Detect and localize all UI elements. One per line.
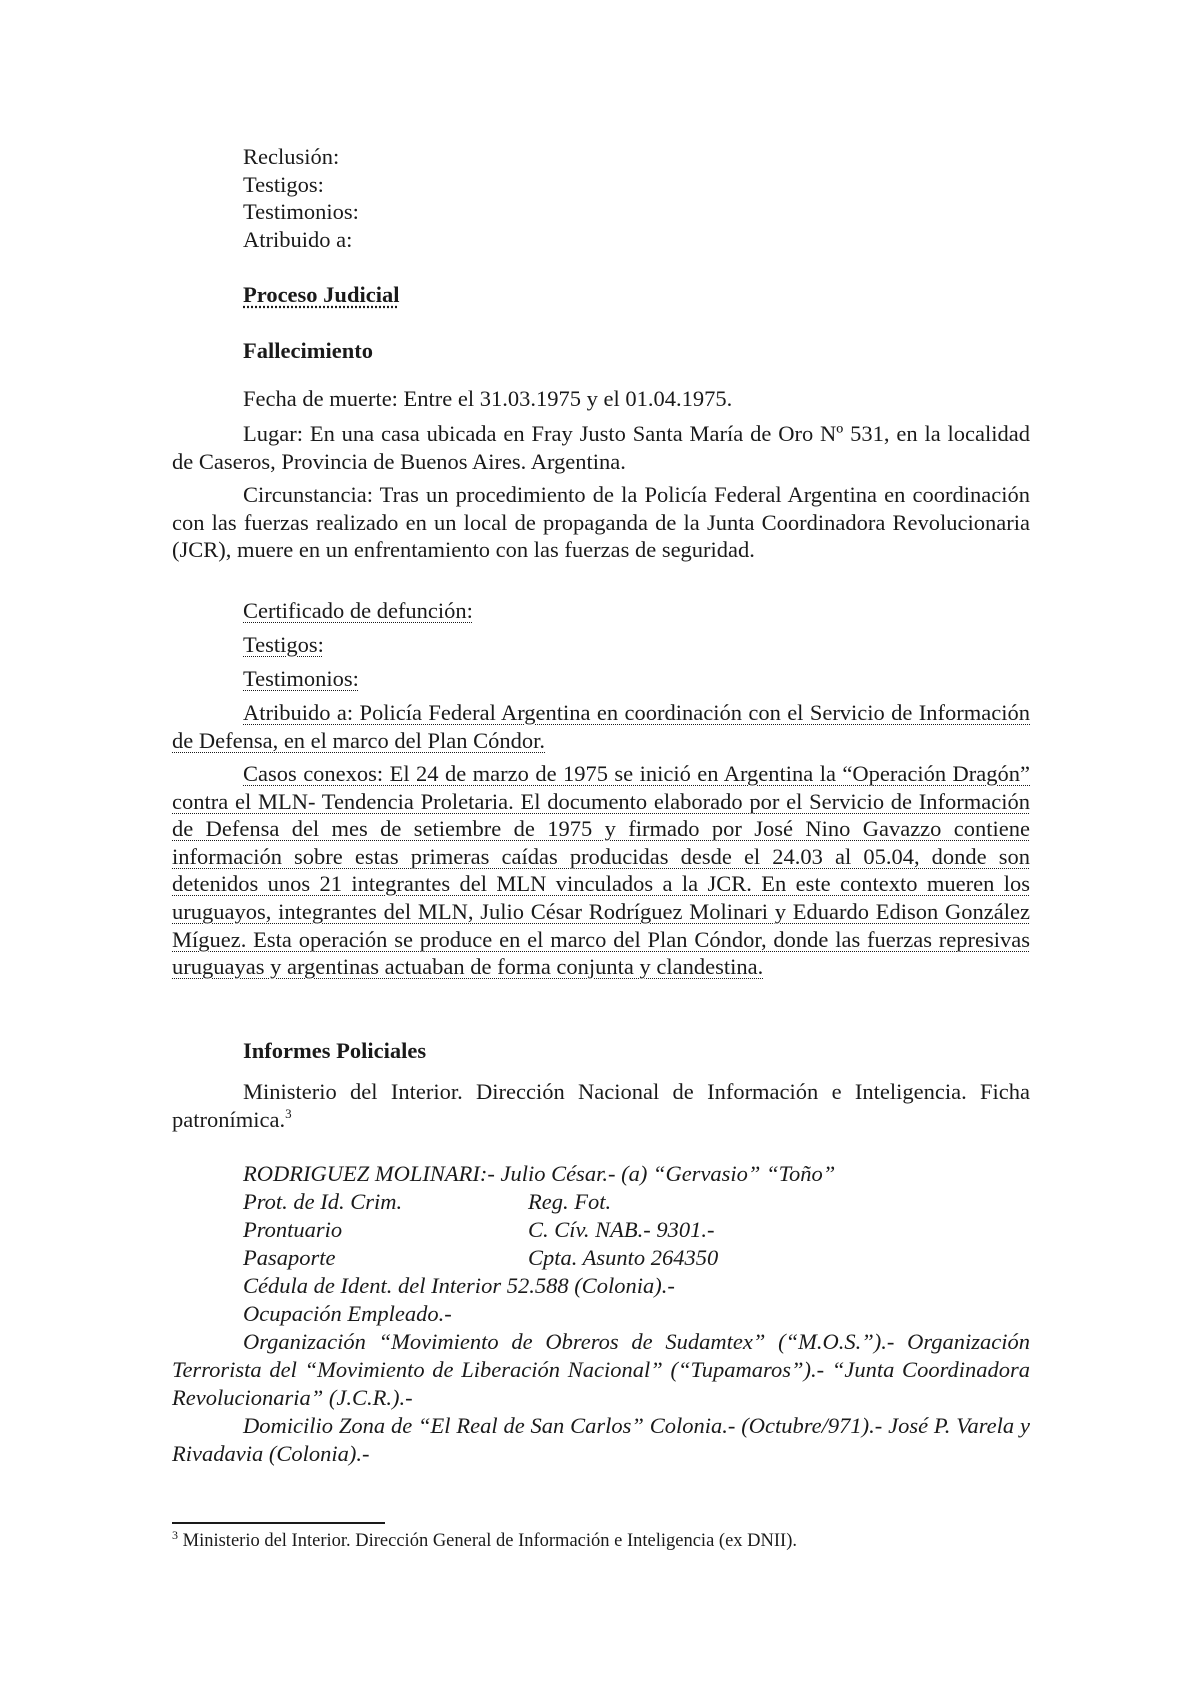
heading-proceso-judicial: Proceso Judicial bbox=[243, 282, 400, 307]
ficha-row-left: Prot. de Id. Crim. bbox=[243, 1189, 403, 1214]
ficha-ocupacion: Ocupación Empleado.- bbox=[243, 1301, 452, 1326]
testimonios-label: Testimonios: bbox=[243, 666, 359, 691]
heading-informes-policiales: Informes Policiales bbox=[243, 1038, 427, 1063]
circunstancia-paragraph: Circunstancia: Tras un procedimiento de la Policía Federal Argentina en coordinación con las fuerzas realizado en un local de propaganda de la Junta Coordinadora Revolucionaria (JCR), muere en un enfrentamiento con las fuerzas de seguridad. bbox=[172, 482, 1030, 563]
ministerio-text: Ministerio del Interior. Dirección Nacional de Información e Inteligencia. Ficha patronímica. bbox=[172, 1079, 1030, 1132]
ficha-row-right: Reg. Fot. bbox=[528, 1189, 612, 1214]
footnote-text: Ministerio del Interior. Dirección General de Información e Inteligencia (ex DNII). bbox=[178, 1531, 797, 1551]
atribuido-paragraph bbox=[172, 699, 1030, 754]
testimonios-line bbox=[172, 665, 1030, 693]
footnote bbox=[172, 1529, 797, 1553]
label-atribuido: Atribuido a: bbox=[243, 227, 353, 252]
certificado-defuncion: Certificado de defunción: bbox=[243, 598, 473, 623]
heading-fallecimiento: Fallecimiento bbox=[243, 338, 373, 363]
ficha-row-left: Prontuario bbox=[243, 1217, 343, 1242]
testigos-label: Testigos: bbox=[243, 632, 324, 657]
ficha-row-right: Cpta. Asunto 264350 bbox=[528, 1245, 719, 1270]
testigos-line bbox=[172, 631, 1030, 659]
ficha-row-left: Pasaporte bbox=[243, 1245, 336, 1270]
label-testigos: Testigos: bbox=[243, 172, 324, 197]
ficha-organizacion: Organización “Movimiento de Obreros de Sudamtex” (“M.O.S.”).- Organización Terrorista del “Movimiento de Liberación Nacional” (“Tupamaros”).- “Junta Coordinadora Revolucionaria” (J.C.R.).- bbox=[172, 1329, 1030, 1410]
ficha-row-right: C. Cív. NAB.- 9301.- bbox=[528, 1217, 715, 1242]
footnote-separator bbox=[172, 1522, 385, 1524]
label-reclusion: Reclusión: bbox=[243, 144, 340, 169]
footnote-number: 3 bbox=[172, 1528, 178, 1542]
casos-conexos-text: Casos conexos: El 24 de marzo de 1975 se inició en Argentina la “Operación Dragón” contra el MLN- Tendencia Proletaria. El documento elaborado por el Servicio de Información de Defensa del mes de setiembre de 1975 y firmado por José Nino Gavazzo contiene información sobre estas primeras caídas producidas desde el 24.03 al 05.04, donde son detenidos unos 21 integrantes del MLN vinculados a la JCR. En este contexto mueren los uruguayos, integrantes del MLN, Julio César Rodríguez Molinari y Eduardo Edison González Míguez. Esta operación se produce en el marco del Plan Cóndor, donde las fuerzas represivas uruguayas y argentinas actuaban de forma conjunta y clandestina. bbox=[172, 761, 1030, 980]
ficha-cedula: Cédula de Ident. del Interior 52.588 (Colonia).- bbox=[243, 1273, 675, 1298]
fecha-muerte: Fecha de muerte: Entre el 31.03.1975 y el 01.04.1975. bbox=[243, 386, 733, 411]
certificado-line bbox=[172, 597, 1030, 625]
lugar-paragraph: Lugar: En una casa ubicada en Fray Justo Santa María de Oro Nº 531, en la localidad de Caseros, Provincia de Buenos Aires. Argentina. bbox=[172, 421, 1030, 474]
ficha-domicilio: Domicilio Zona de “El Real de San Carlos” Colonia.- (Octubre/971).- José P. Varela y Rivadavia (Colonia).- bbox=[172, 1413, 1030, 1466]
footnote-ref: 3 bbox=[285, 1105, 292, 1121]
ficha-nombre: RODRIGUEZ MOLINARI:- Julio César.- (a) “Gervasio” “Toño” bbox=[243, 1161, 836, 1186]
label-testimonios: Testimonios: bbox=[243, 199, 359, 224]
atribuido-text: Atribuido a: Policía Federal Argentina en coordinación con el Servicio de Información de Defensa, en el marco del Plan Cóndor. bbox=[172, 700, 1030, 753]
casos-conexos-paragraph bbox=[172, 760, 1030, 981]
ministerio-paragraph bbox=[172, 1078, 1030, 1133]
